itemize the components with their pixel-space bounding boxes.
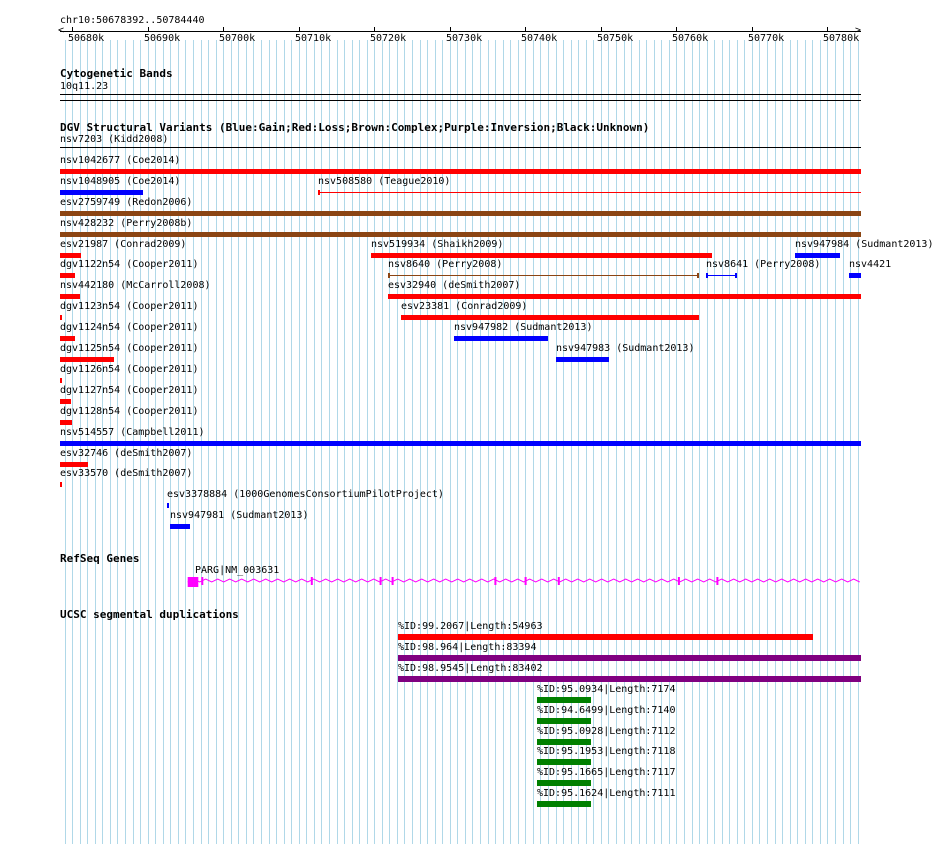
ruler-tick bbox=[525, 27, 526, 32]
dgv-feature-label[interactable]: nsv1042677 (Coe2014) bbox=[60, 155, 181, 166]
dgv-feature-label[interactable]: dgv1122n54 (Cooper2011) bbox=[60, 259, 199, 270]
segdup-feature-label[interactable]: %ID:95.1953|Length:7118 bbox=[537, 746, 676, 757]
segdup-feature-label[interactable]: %ID:95.0928|Length:7112 bbox=[537, 726, 676, 737]
region-label: chr10:50678392..50784440 bbox=[60, 15, 205, 26]
dgv-feature-bar[interactable] bbox=[170, 524, 190, 529]
gene-exon bbox=[392, 577, 394, 585]
dgv-feature-label[interactable]: dgv1125n54 (Cooper2011) bbox=[60, 343, 199, 354]
dgv-feature-label[interactable]: dgv1126n54 (Cooper2011) bbox=[60, 364, 199, 375]
ruler-tick-label: 50680k bbox=[68, 33, 105, 44]
segdup-feature-bar[interactable] bbox=[537, 739, 591, 745]
dgv-feature-label[interactable]: nsv514557 (Campbell2011) bbox=[60, 427, 205, 438]
segdup-feature-bar[interactable] bbox=[537, 759, 591, 765]
dgv-feature-bar[interactable] bbox=[60, 147, 861, 148]
segdup-track-title[interactable]: UCSC segmental duplications bbox=[60, 608, 239, 621]
dgv-feature-label[interactable]: nsv8641 (Perry2008) bbox=[706, 259, 821, 270]
ruler-tick bbox=[601, 27, 602, 32]
dgv-feature-label[interactable]: nsv1048905 (Coe2014) bbox=[60, 176, 181, 187]
dgv-feature-label[interactable]: esv3378884 (1000GenomesConsortiumPilotProject) bbox=[167, 489, 444, 500]
segdup-feature-label[interactable]: %ID:99.2067|Length:54963 bbox=[398, 621, 543, 632]
dgv-feature-bar[interactable] bbox=[849, 273, 861, 278]
ruler-tick bbox=[72, 27, 73, 32]
dgv-feature-label[interactable]: esv21987 (Conrad2009) bbox=[60, 239, 187, 250]
gene-exon bbox=[201, 577, 203, 585]
refseq-gene-label: PARG|NM_003631 bbox=[195, 565, 280, 576]
dgv-feature-label[interactable]: nsv947983 (Sudmant2013) bbox=[556, 343, 695, 354]
ruler-tick-label: 50760k bbox=[672, 33, 709, 44]
dgv-feature-line[interactable] bbox=[706, 275, 737, 276]
dgv-feature-label[interactable]: esv23381 (Conrad2009) bbox=[401, 301, 528, 312]
dgv-feature-label[interactable]: esv32746 (deSmith2007) bbox=[60, 448, 193, 459]
ruler-tick bbox=[374, 27, 375, 32]
segdup-feature-bar[interactable] bbox=[398, 655, 861, 661]
ruler-tick-label: 50720k bbox=[370, 33, 407, 44]
gene-exon bbox=[311, 577, 313, 585]
dgv-feature-bar[interactable] bbox=[60, 462, 88, 467]
dgv-feature-cap bbox=[735, 273, 737, 278]
dgv-feature-bar[interactable] bbox=[167, 503, 169, 508]
ruler-tick-label: 50690k bbox=[144, 33, 181, 44]
cytoband-label: 10q11.23 bbox=[60, 81, 109, 92]
dgv-feature-bar[interactable] bbox=[60, 399, 71, 404]
dgv-feature-bar[interactable] bbox=[60, 315, 62, 320]
dgv-feature-label[interactable]: nsv442180 (McCarroll2008) bbox=[60, 280, 211, 291]
dgv-feature-bar[interactable] bbox=[60, 273, 75, 278]
dgv-feature-bar[interactable] bbox=[60, 482, 62, 487]
ruler-left-arrow: < bbox=[58, 25, 65, 36]
dgv-feature-bar[interactable] bbox=[401, 315, 699, 320]
dgv-feature-bar[interactable] bbox=[60, 420, 72, 425]
dgv-feature-label[interactable]: nsv508580 (Teague2010) bbox=[318, 176, 451, 187]
ruler-tick-label: 50770k bbox=[748, 33, 785, 44]
dgv-feature-bar[interactable] bbox=[795, 253, 840, 258]
cytoband-lower-line bbox=[60, 100, 861, 101]
ruler-right-arrow: > bbox=[855, 25, 862, 36]
segdup-feature-bar[interactable] bbox=[537, 780, 591, 786]
segdup-feature-label[interactable]: %ID:98.9545|Length:83402 bbox=[398, 663, 543, 674]
segdup-feature-bar[interactable] bbox=[537, 697, 591, 703]
dgv-feature-label[interactable]: nsv947984 (Sudmant2013) bbox=[795, 239, 933, 250]
dgv-feature-label[interactable]: nsv4421 bbox=[849, 259, 892, 270]
gene-exon bbox=[380, 577, 382, 585]
ruler-tick-label: 50750k bbox=[597, 33, 634, 44]
dgv-track-title[interactable]: DGV Structural Variants (Blue:Gain;Red:Loss;Brown:Complex;Purple:Inversion;Black:Unknown) bbox=[60, 121, 650, 134]
ruler-tick bbox=[752, 27, 753, 32]
dgv-feature-bar[interactable] bbox=[60, 378, 62, 383]
gene-exon bbox=[716, 577, 718, 585]
dgv-feature-cap bbox=[388, 273, 390, 278]
dgv-feature-label[interactable]: nsv519934 (Shaikh2009) bbox=[371, 239, 504, 250]
dgv-feature-bar[interactable] bbox=[60, 441, 861, 446]
segdup-feature-label[interactable]: %ID:95.0934|Length:7174 bbox=[537, 684, 676, 695]
dgv-feature-bar[interactable] bbox=[556, 357, 609, 362]
dgv-feature-bar[interactable] bbox=[60, 294, 80, 299]
dgv-feature-bar[interactable] bbox=[60, 211, 861, 216]
dgv-feature-cap bbox=[697, 273, 699, 278]
segdup-feature-bar[interactable] bbox=[398, 676, 861, 682]
dgv-feature-line[interactable] bbox=[388, 275, 699, 276]
dgv-feature-cap bbox=[706, 273, 708, 278]
ruler-tick-label: 50710k bbox=[295, 33, 332, 44]
dgv-feature-label[interactable]: nsv428232 (Perry2008b) bbox=[60, 218, 193, 229]
segdup-feature-bar[interactable] bbox=[398, 634, 813, 640]
ruler-tick-label: 50780k bbox=[823, 33, 860, 44]
dgv-feature-bar[interactable] bbox=[388, 294, 861, 299]
segdup-feature-bar[interactable] bbox=[537, 718, 591, 724]
gene-exon bbox=[525, 577, 527, 585]
cytoband-upper-line bbox=[60, 94, 861, 95]
ruler-tick bbox=[676, 27, 677, 32]
dgv-feature-bar[interactable] bbox=[60, 169, 861, 174]
segdup-feature-bar[interactable] bbox=[537, 801, 591, 807]
segdup-feature-label[interactable]: %ID:95.1665|Length:7117 bbox=[537, 767, 676, 778]
dgv-feature-label[interactable]: nsv947982 (Sudmant2013) bbox=[454, 322, 593, 333]
dgv-feature-label[interactable]: esv32940 (deSmith2007) bbox=[388, 280, 521, 291]
dgv-feature-label[interactable]: nsv8640 (Perry2008) bbox=[388, 259, 503, 270]
dgv-feature-label[interactable]: dgv1127n54 (Cooper2011) bbox=[60, 385, 199, 396]
ruler-tick bbox=[450, 27, 451, 32]
dgv-feature-bar[interactable] bbox=[454, 336, 548, 341]
dgv-feature-label[interactable]: dgv1124n54 (Cooper2011) bbox=[60, 322, 199, 333]
gene-exon bbox=[558, 577, 560, 585]
dgv-feature-bar[interactable] bbox=[60, 357, 114, 362]
dgv-feature-label[interactable]: dgv1123n54 (Cooper2011) bbox=[60, 301, 199, 312]
gene-exon bbox=[494, 577, 496, 585]
dgv-feature-bar[interactable] bbox=[60, 190, 143, 195]
dgv-feature-bar[interactable] bbox=[60, 232, 861, 237]
dgv-feature-label[interactable]: esv2759749 (Redon2006) bbox=[60, 197, 193, 208]
ruler-tick bbox=[148, 27, 149, 32]
segdup-feature-label[interactable]: %ID:94.6499|Length:7140 bbox=[537, 705, 676, 716]
dgv-feature-cap bbox=[318, 190, 320, 195]
gene-exon bbox=[678, 577, 680, 585]
parg-gene-model[interactable] bbox=[0, 569, 890, 599]
segdup-feature-label[interactable]: %ID:98.964|Length:83394 bbox=[398, 642, 537, 653]
ruler-tick bbox=[827, 27, 828, 32]
cytoband-track-title[interactable]: Cytogenetic Bands bbox=[60, 67, 173, 80]
ruler-tick bbox=[299, 27, 300, 32]
ruler-tick-label: 50730k bbox=[446, 33, 483, 44]
dgv-feature-bar[interactable] bbox=[60, 336, 75, 341]
refseq-track-title[interactable]: RefSeq Genes bbox=[60, 552, 140, 565]
dgv-feature-label[interactable]: nsv7203 (Kidd2008) bbox=[60, 134, 169, 145]
ruler-axis-line bbox=[60, 31, 861, 32]
ruler-tick-label: 50740k bbox=[521, 33, 558, 44]
ruler-tick bbox=[223, 27, 224, 32]
dgv-feature-bar[interactable] bbox=[371, 253, 712, 258]
ruler-tick-label: 50700k bbox=[219, 33, 256, 44]
segdup-feature-label[interactable]: %ID:95.1624|Length:7111 bbox=[537, 788, 676, 799]
gene-exon bbox=[188, 577, 199, 587]
dgv-feature-line[interactable] bbox=[318, 192, 861, 193]
dgv-feature-label[interactable]: nsv947981 (Sudmant2013) bbox=[170, 510, 309, 521]
dgv-feature-label[interactable]: esv33570 (deSmith2007) bbox=[60, 468, 193, 479]
dgv-feature-bar[interactable] bbox=[60, 253, 81, 258]
gene-intron-line bbox=[188, 579, 860, 582]
dgv-feature-label[interactable]: dgv1128n54 (Cooper2011) bbox=[60, 406, 199, 417]
